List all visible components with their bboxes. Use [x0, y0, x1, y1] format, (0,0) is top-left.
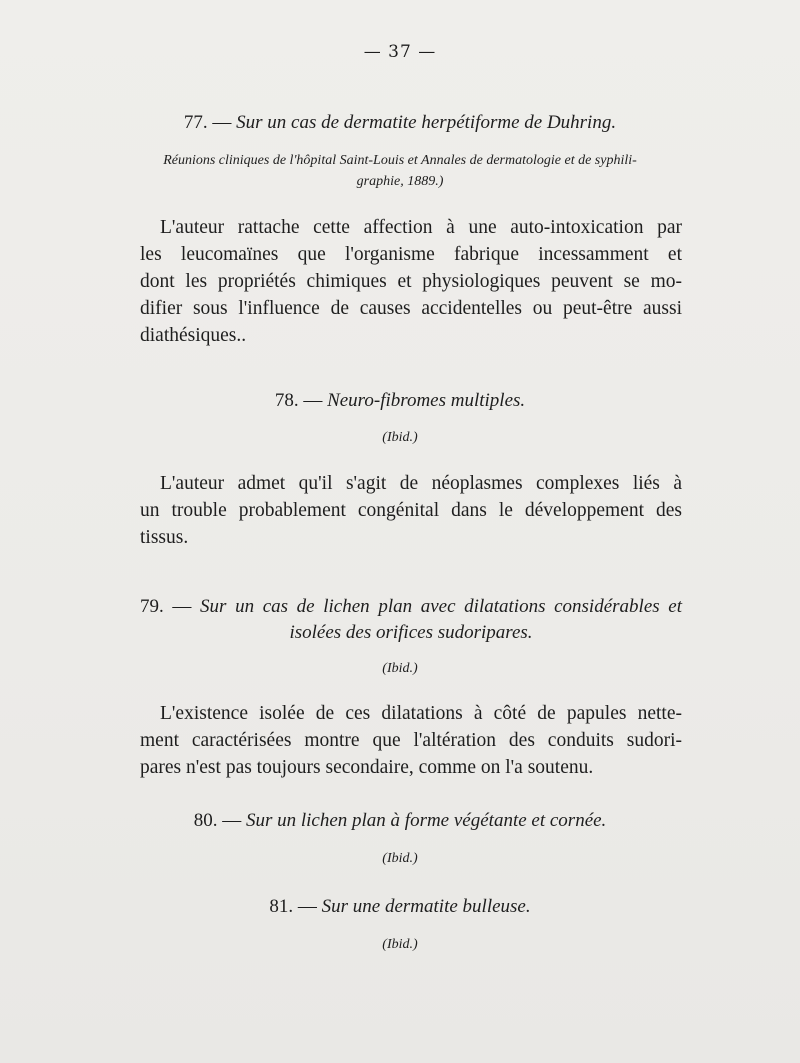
entry-dash: — — [297, 896, 317, 917]
entry-81-source: (Ibid.) — [382, 937, 418, 952]
body-line: tissus. — [140, 527, 189, 548]
entry-number: 78. — [274, 390, 299, 411]
body-line: ment caractérisées montre que l'altération des conduits sudori- — [140, 730, 682, 751]
entry-77-heading — [0, 112, 800, 134]
body-line: L'existence isolée de ces dilatations à côté de papules nette- — [160, 703, 682, 724]
body-line: pares n'est pas toujours secondaire, comme on l'a soutenu. — [140, 757, 594, 778]
body-line: L'auteur rattache cette affection à une auto-intoxication par — [160, 217, 682, 238]
body-line: les leucomaïnes que l'organisme fabrique incessamment et — [140, 244, 682, 265]
entry-80-heading — [0, 810, 800, 832]
body-line: dont les propriétés chimiques et physiologiques peuvent se mo- — [140, 271, 682, 292]
entry-dash: — — [212, 112, 232, 133]
entry-dash: — — [172, 596, 192, 617]
entry-number: 77. — [183, 112, 208, 133]
entry-title-line-2: isolées des orifices sudoripares. — [289, 622, 533, 643]
entry-81-heading — [0, 896, 800, 918]
entry-79-body — [140, 700, 682, 781]
entry-dash: — — [303, 390, 323, 411]
entry-dash: — — [222, 810, 242, 831]
entry-number: 79. — [140, 596, 164, 617]
body-line: L'auteur admet qu'il s'agit de néoplasmes complexes liés à — [160, 473, 682, 494]
entry-title: Neuro-fibromes multiples. — [327, 390, 526, 411]
entry-title: Sur un cas de dermatite herpétiforme de Duhring. — [236, 112, 617, 133]
entry-77-source-line-1: Réunions cliniques de l'hôpital Saint-Louis et Annales de dermatologie et de syphili- — [163, 153, 637, 168]
body-line: diathésiques.. — [140, 325, 247, 346]
body-line: difier sous l'influence de causes accidentelles ou peut-être aussi — [140, 298, 682, 319]
entry-78-source: (Ibid.) — [382, 430, 418, 445]
entry-79-heading — [140, 594, 682, 646]
page-number: — 37 — — [363, 42, 437, 62]
body-line: un trouble probablement congénital dans le développement des — [140, 500, 682, 521]
entry-78-body — [140, 470, 682, 551]
entry-80-source: (Ibid.) — [382, 851, 418, 866]
entry-77-source-line-2: graphie, 1889.) — [356, 174, 444, 189]
entry-number: 81. — [269, 896, 294, 917]
entry-title: Sur une dermatite bulleuse. — [321, 896, 531, 917]
entry-78-heading — [0, 390, 800, 412]
entry-77-body — [140, 214, 682, 349]
entry-title-line-1: Sur un cas de lichen plan avec dilatations considérables et — [200, 596, 682, 617]
entry-title: Sur un lichen plan à forme végétante et cornée. — [245, 810, 607, 831]
entry-79-source: (Ibid.) — [382, 661, 418, 676]
entry-number: 80. — [193, 810, 218, 831]
